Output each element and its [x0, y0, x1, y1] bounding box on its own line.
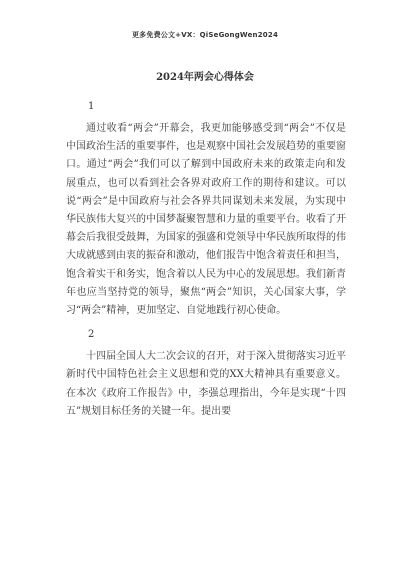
section-number: 1: [88, 101, 95, 112]
document-body: [66, 98, 346, 427]
page-header: 更多免费公文+VX：QiSeGongWen2024: [131, 31, 279, 39]
section-paragraph: 通过收看“两会”开幕会，我更加能够感受到“两会”不仅是中国政治生活的重要事件，也是观察中国社会发展趋势的重要窗口。通过“两会”我们可以了解到中国政府未来的政策走向和发展重点，也可以看到社会各界对政府工作的期待和建议。可以说“两会”是中国政府与社会各界共同谋划未来发展，为实现中华民族伟大复兴的中国梦凝聚智慧和力量的重要平台。收看了开幕会后我很受鼓舞，为国家的强盛和党领导中华民族所取得的伟大成就感到由衷的振奋和激动，他们报告中饱含着责任和担当，饱含着实干和务实，饱含着以人民为中心的发展思想。我们新青年也应当坚持党的领导，聚焦“两会”知识，关心国家大事，学习“两会”精神，更加坚定、自觉地践行初心使命。: [66, 123, 346, 317]
section-paragraph: 十四届全国人大二次会议的召开，对于深入贯彻落实习近平新时代中国特色社会主义思想和党的XX大精神具有重要意义。在本次《政府工作报告》中，李强总理指出，今年是实现“十四五”规划目标任务的关键一年。提出要: [66, 351, 346, 417]
section-2: [66, 326, 346, 421]
section-1: [66, 98, 346, 320]
section-number: 2: [88, 329, 95, 341]
document-title: 2024年两会心得体会: [156, 72, 254, 83]
